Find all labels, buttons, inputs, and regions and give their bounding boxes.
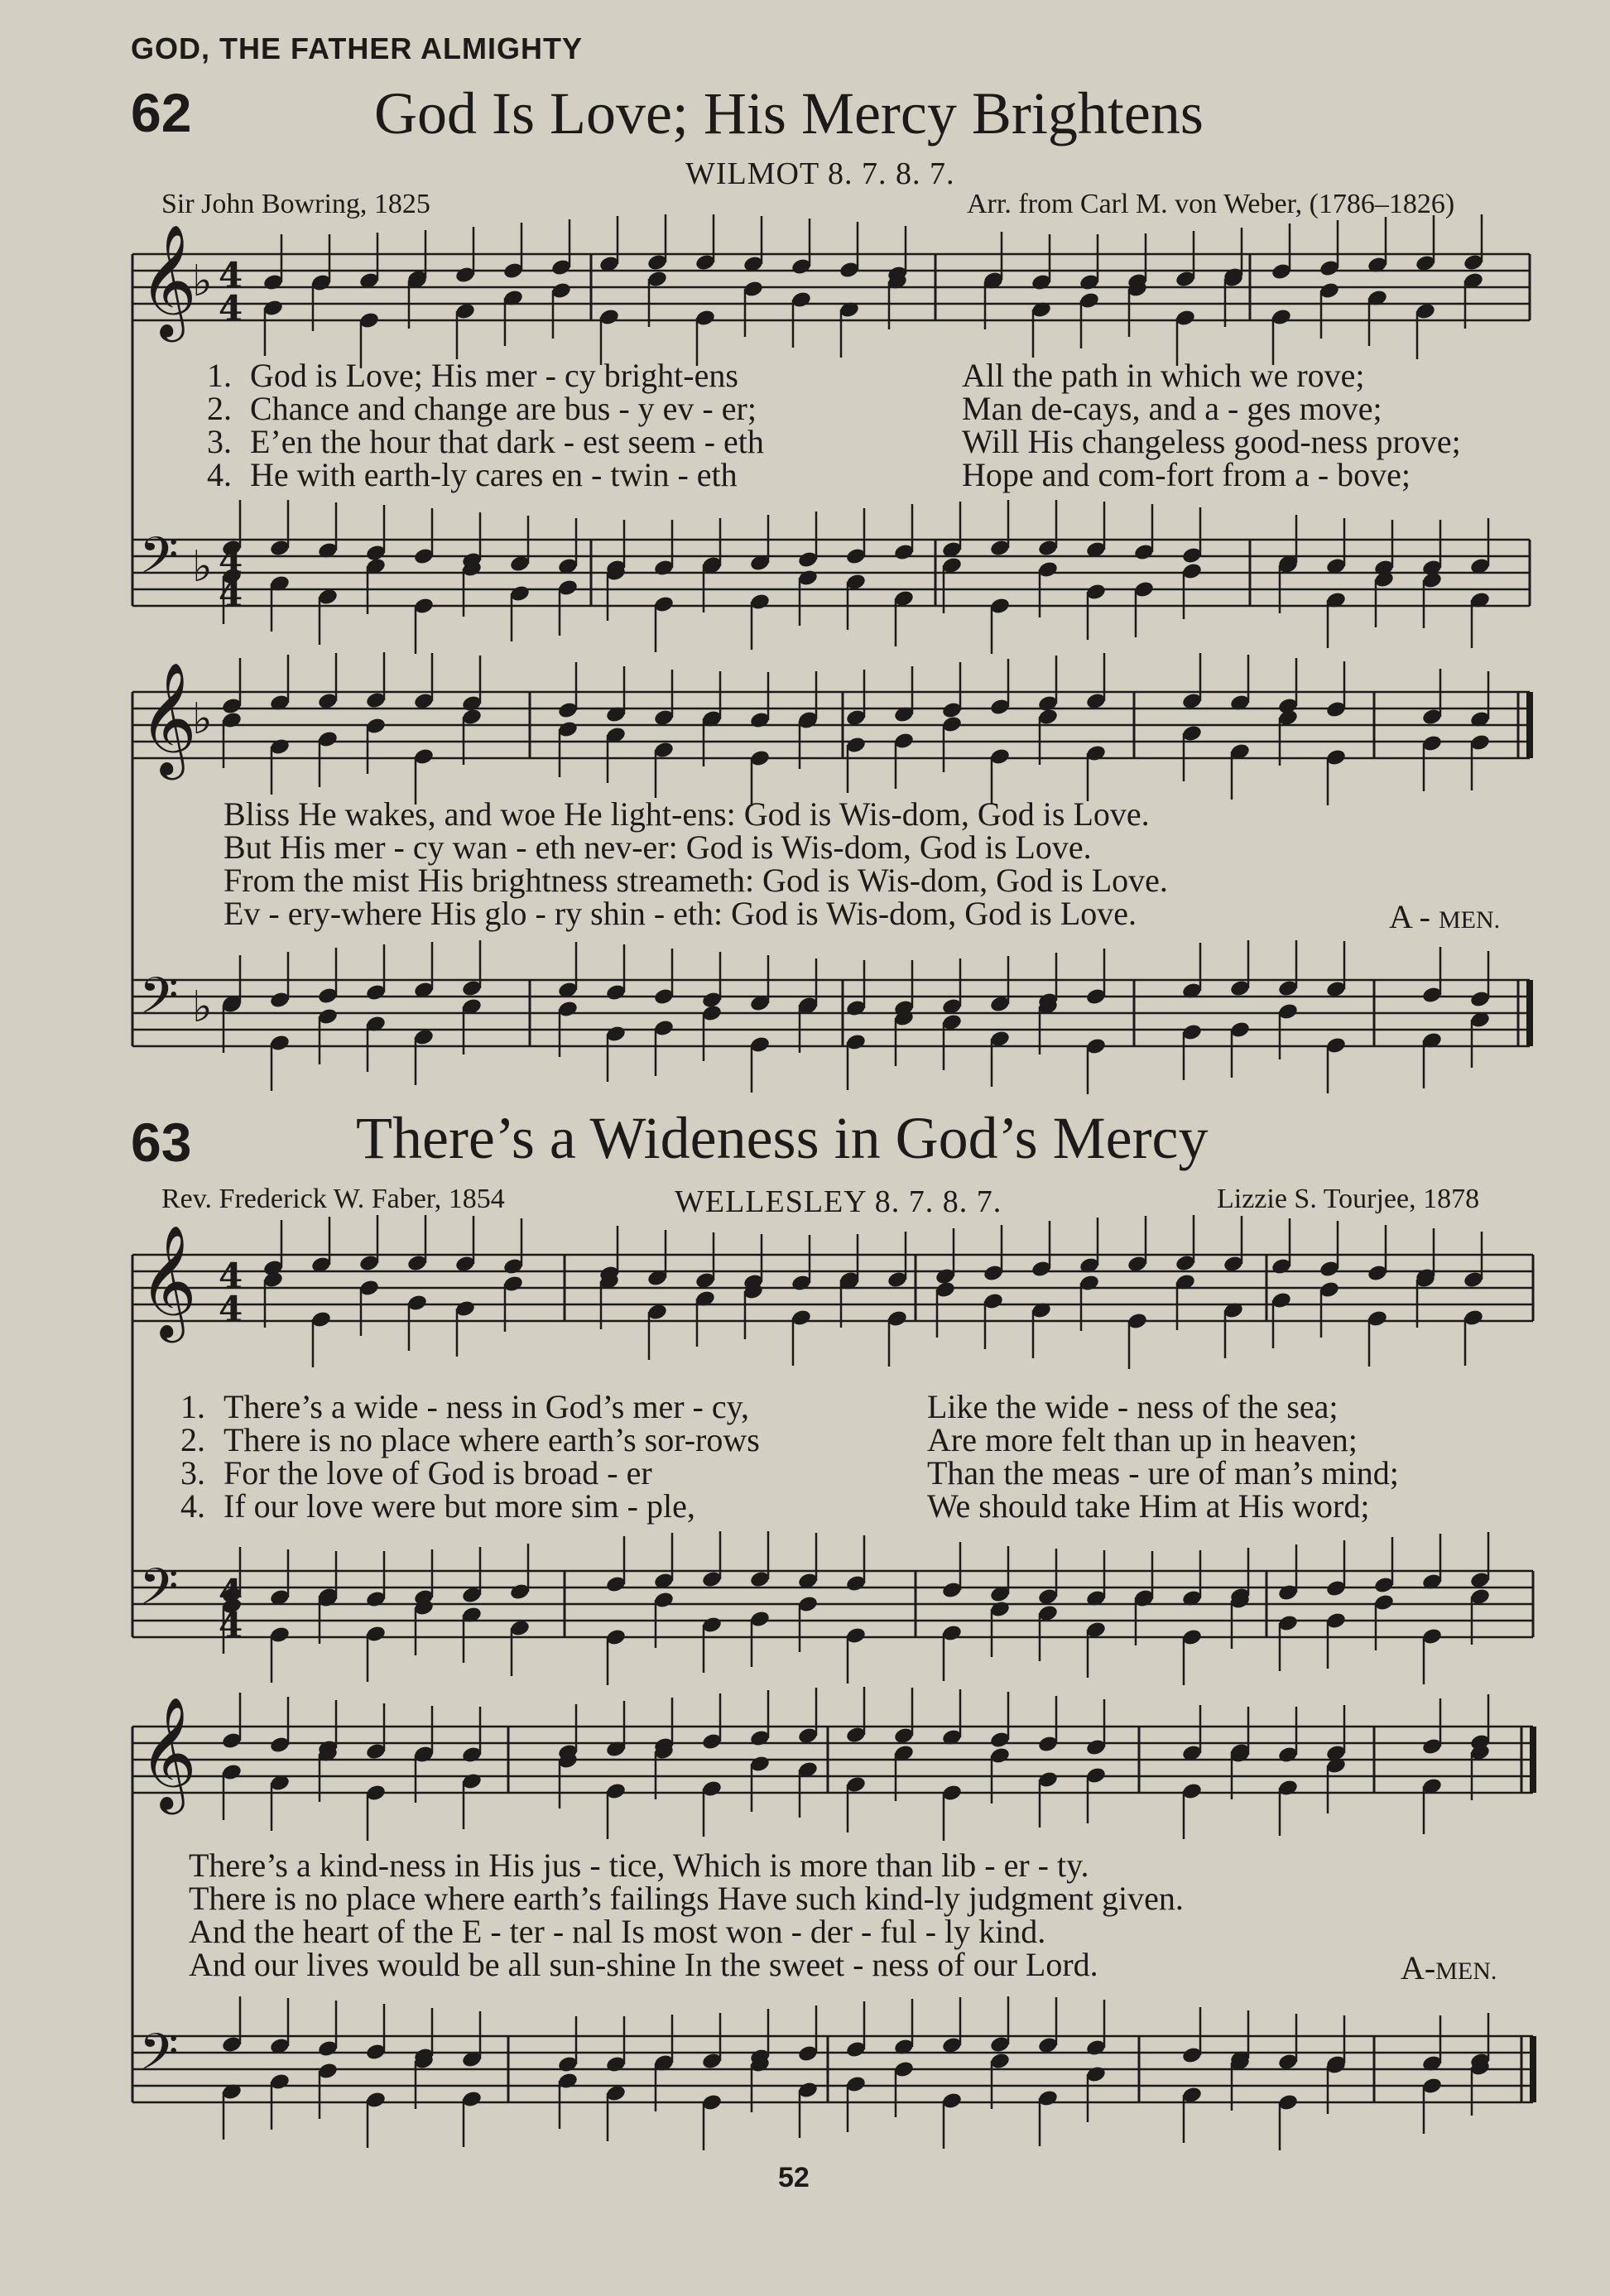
bass-clef-icon: 𝄢 bbox=[139, 1558, 179, 1629]
time-signature-denominator: 4 bbox=[219, 1289, 243, 1329]
verse-text: Than the meas - ure of man’s mind; bbox=[927, 1454, 1399, 1491]
flat-sign-icon: ♭ bbox=[192, 694, 213, 744]
bass-clef-icon: 𝄢 bbox=[139, 2023, 179, 2094]
verse-text: E’en the hour that dark - est seem - eth bbox=[250, 423, 764, 460]
verse-text: There is no place where earth’s sor-rows bbox=[223, 1421, 760, 1458]
amen: A-MEN. bbox=[1401, 1949, 1497, 1986]
verse-text: Will His changeless good-ness prove; bbox=[962, 423, 1461, 460]
tune-name: WILMOT 8. 7. 8. 7. bbox=[685, 156, 955, 191]
bass-clef-icon: 𝄢 bbox=[139, 967, 179, 1038]
composer-credit: Arr. from Carl M. von Weber, (1786–1826) bbox=[967, 189, 1455, 219]
verse-number: 3. bbox=[207, 423, 232, 460]
flat-sign-icon: ♭ bbox=[192, 982, 213, 1032]
treble-clef-icon: 𝄞 bbox=[139, 660, 197, 775]
verse-number: 1. bbox=[180, 1388, 205, 1425]
verse-line: Bliss He wakes, and woe He light-ens: God is Wis-dom, God is Love. bbox=[223, 795, 1150, 833]
bass-clef-icon: 𝄢 bbox=[139, 526, 179, 598]
time-signature-numerator: 4 bbox=[219, 255, 243, 295]
verse-text: Are more felt than up in heaven; bbox=[927, 1421, 1358, 1458]
amen: A - MEN. bbox=[1389, 898, 1501, 935]
hymn-number: 62 bbox=[131, 82, 192, 143]
treble-clef-icon: 𝄞 bbox=[139, 1223, 197, 1338]
composer-credit: Lizzie S. Tourjee, 1878 bbox=[1217, 1184, 1480, 1214]
verse-number: 4. bbox=[180, 1487, 205, 1525]
verse-number: 1. bbox=[207, 357, 232, 394]
time-signature-numerator: 4 bbox=[219, 1572, 243, 1612]
time-signature-numerator: 4 bbox=[219, 540, 243, 581]
treble-clef-icon: 𝄞 bbox=[139, 1695, 197, 1809]
hymn-title: There’s a Wideness in God’s Mercy bbox=[356, 1105, 1209, 1171]
verse-line: And our lives would be all sun-shine In the sweet - ness of our Lord. bbox=[189, 1946, 1098, 1983]
flat-sign-icon: ♭ bbox=[192, 257, 213, 306]
verse-text: If our love were but more sim - ple, bbox=[223, 1487, 695, 1525]
verse-number: 4. bbox=[207, 456, 232, 493]
verse-text: We should take Him at His word; bbox=[927, 1487, 1370, 1525]
verse-line: And the heart of the E - ter - nal Is most won - der - ful - ly kind. bbox=[189, 1913, 1046, 1950]
time-signature-denominator: 4 bbox=[219, 1605, 243, 1645]
verse-line: From the mist His brightness streameth: God is Wis-dom, God is Love. bbox=[223, 862, 1168, 899]
time-signature-denominator: 4 bbox=[219, 288, 243, 329]
verse-line: But His mer - cy wan - eth nev-er: God is Wis-dom, God is Love. bbox=[223, 829, 1092, 866]
verse-text: There’s a wide - ness in God’s mer - cy, bbox=[223, 1388, 749, 1425]
verse-text: All the path in which we rove; bbox=[962, 357, 1365, 394]
verse-number: 2. bbox=[180, 1421, 205, 1458]
verse-number: 3. bbox=[180, 1454, 205, 1491]
verse-text: Chance and change are bus - y ev - er; bbox=[250, 390, 757, 427]
verse-number: 2. bbox=[207, 390, 232, 427]
treble-clef-icon: 𝄞 bbox=[139, 223, 197, 337]
verse-line: Ev - ery-where His glo - ry shin - eth: God is Wis-dom, God is Love. bbox=[223, 895, 1137, 932]
tune-name: WELLESLEY 8. 7. 8. 7. bbox=[675, 1184, 1002, 1219]
author-credit: Sir John Bowring, 1825 bbox=[161, 189, 430, 219]
verse-block-second bbox=[189, 1849, 1184, 1981]
author-credit: Rev. Frederick W. Faber, 1854 bbox=[161, 1184, 505, 1214]
flat-sign-icon: ♭ bbox=[192, 542, 213, 592]
verse-text: Man de-cays, and a - ges move; bbox=[962, 390, 1382, 427]
verse-block-second bbox=[223, 795, 1168, 932]
verse-text: Like the wide - ness of the sea; bbox=[927, 1388, 1338, 1425]
verse-line: There is no place where earth’s failings Have such kind-ly judgment given. bbox=[189, 1880, 1184, 1917]
time-signature-denominator: 4 bbox=[219, 574, 243, 614]
section-heading: GOD, THE FATHER ALMIGHTY bbox=[131, 31, 583, 65]
time-signature-numerator: 4 bbox=[219, 1256, 243, 1296]
verse-text: For the love of God is broad - er bbox=[223, 1454, 652, 1491]
hymn-number: 63 bbox=[131, 1112, 192, 1173]
verse-text: He with earth-ly cares en - twin - eth bbox=[250, 456, 738, 493]
verse-line: There’s a kind-ness in His jus - tice, Which is more than lib - er - ty. bbox=[189, 1847, 1089, 1884]
hymn-title: God Is Love; His Mercy Brightens bbox=[374, 80, 1204, 147]
verse-text: Hope and com-fort from a - bove; bbox=[962, 456, 1411, 493]
verse-text: God is Love; His mer - cy bright-ens bbox=[250, 357, 738, 394]
page-number: 52 bbox=[778, 2162, 810, 2193]
